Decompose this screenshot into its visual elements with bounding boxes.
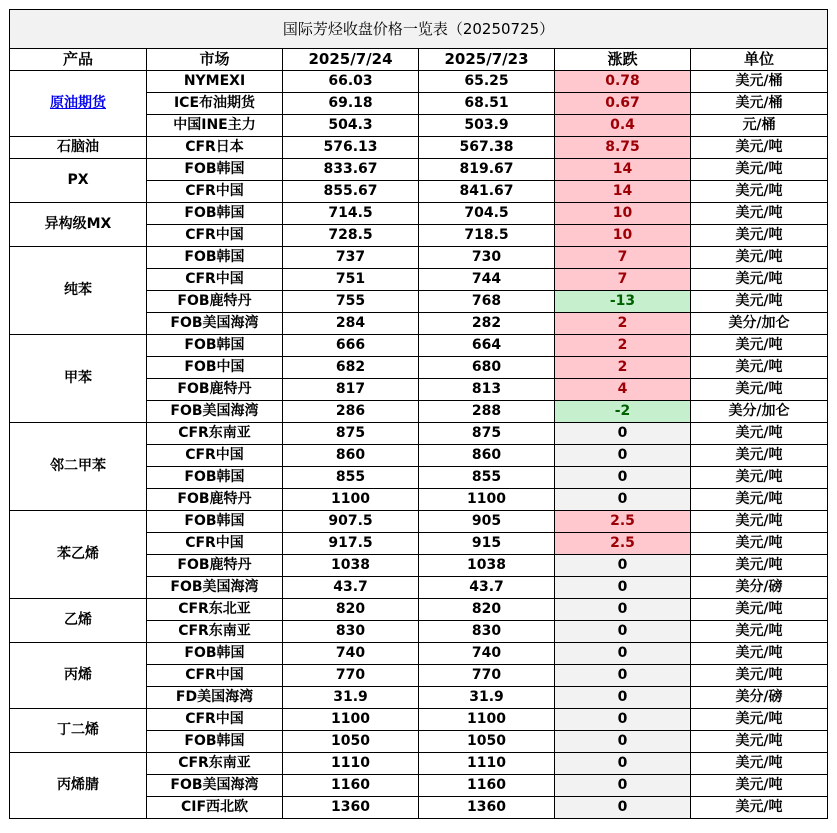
change-cell: 0 (555, 797, 691, 819)
price-date-1-cell: 1360 (283, 797, 419, 819)
header-date-2: 2025/7/23 (419, 49, 555, 71)
market-cell: CFR中国 (147, 225, 283, 247)
unit-cell: 美元/吨 (691, 665, 828, 687)
price-date-2-cell: 31.9 (419, 687, 555, 709)
product-cell: 异构级MX (10, 203, 147, 247)
price-date-2-cell: 664 (419, 335, 555, 357)
price-date-2-cell: 567.38 (419, 137, 555, 159)
product-cell: 乙烯 (10, 599, 147, 643)
price-date-1-cell: 907.5 (283, 511, 419, 533)
change-cell: 0 (555, 665, 691, 687)
table-row (10, 247, 828, 269)
unit-cell: 美元/吨 (691, 643, 828, 665)
unit-cell: 美分/加仑 (691, 401, 828, 423)
market-cell: CFR东南亚 (147, 753, 283, 775)
unit-cell: 美元/吨 (691, 247, 828, 269)
market-cell: CFR中国 (147, 181, 283, 203)
unit-cell: 美元/桶 (691, 93, 828, 115)
change-cell: 0 (555, 555, 691, 577)
unit-cell: 美元/吨 (691, 775, 828, 797)
change-cell: 2 (555, 335, 691, 357)
price-date-2-cell: 282 (419, 313, 555, 335)
table-row (10, 709, 828, 731)
market-cell: FOB韩国 (147, 247, 283, 269)
price-date-2-cell: 841.67 (419, 181, 555, 203)
header-market: 市场 (147, 49, 283, 71)
price-date-1-cell: 817 (283, 379, 419, 401)
price-date-2-cell: 1160 (419, 775, 555, 797)
change-cell: 0.67 (555, 93, 691, 115)
unit-cell: 美元/吨 (691, 797, 828, 819)
unit-cell: 美元/吨 (691, 599, 828, 621)
price-date-2-cell: 820 (419, 599, 555, 621)
market-cell: CFR东南亚 (147, 423, 283, 445)
price-date-1-cell: 1050 (283, 731, 419, 753)
market-cell: FOB韩国 (147, 159, 283, 181)
price-date-1-cell: 860 (283, 445, 419, 467)
market-cell: CFR中国 (147, 533, 283, 555)
change-cell: 0 (555, 775, 691, 797)
header-change: 涨跌 (555, 49, 691, 71)
market-cell: 中国INE主力 (147, 115, 283, 137)
price-date-1-cell: 43.7 (283, 577, 419, 599)
unit-cell: 美分/加仑 (691, 313, 828, 335)
price-date-1-cell: 1100 (283, 709, 419, 731)
change-cell: 2 (555, 357, 691, 379)
price-date-2-cell: 768 (419, 291, 555, 313)
change-cell: 10 (555, 225, 691, 247)
change-cell: -13 (555, 291, 691, 313)
price-date-1-cell: 740 (283, 643, 419, 665)
price-date-2-cell: 43.7 (419, 577, 555, 599)
unit-cell: 美元/吨 (691, 181, 828, 203)
unit-cell: 美元/吨 (691, 225, 828, 247)
market-cell: FOB韩国 (147, 731, 283, 753)
change-cell: 0.4 (555, 115, 691, 137)
price-date-2-cell: 1100 (419, 489, 555, 511)
market-cell: FOB鹿特丹 (147, 489, 283, 511)
change-cell: 7 (555, 269, 691, 291)
change-cell: 0 (555, 731, 691, 753)
market-cell: CFR中国 (147, 445, 283, 467)
price-date-2-cell: 1360 (419, 797, 555, 819)
table-row (10, 643, 828, 665)
table-row (10, 511, 828, 533)
price-date-2-cell: 288 (419, 401, 555, 423)
price-date-2-cell: 819.67 (419, 159, 555, 181)
product-cell: 甲苯 (10, 335, 147, 423)
price-date-1-cell: 31.9 (283, 687, 419, 709)
price-date-2-cell: 68.51 (419, 93, 555, 115)
change-cell: 0 (555, 709, 691, 731)
unit-cell: 美分/磅 (691, 577, 828, 599)
unit-cell: 美元/吨 (691, 511, 828, 533)
unit-cell: 美元/吨 (691, 291, 828, 313)
market-cell: FOB美国海湾 (147, 577, 283, 599)
price-date-2-cell: 503.9 (419, 115, 555, 137)
price-date-2-cell: 718.5 (419, 225, 555, 247)
price-date-1-cell: 666 (283, 335, 419, 357)
price-date-1-cell: 1110 (283, 753, 419, 775)
unit-cell: 美元/吨 (691, 489, 828, 511)
price-date-1-cell: 820 (283, 599, 419, 621)
price-date-1-cell: 830 (283, 621, 419, 643)
change-cell: 0 (555, 753, 691, 775)
price-date-1-cell: 917.5 (283, 533, 419, 555)
change-cell: 0 (555, 423, 691, 445)
price-date-2-cell: 1110 (419, 753, 555, 775)
table-row (10, 71, 828, 93)
header-product: 产品 (10, 49, 147, 71)
unit-cell: 元/桶 (691, 115, 828, 137)
table-row (10, 159, 828, 181)
market-cell: FOB鹿特丹 (147, 555, 283, 577)
price-date-1-cell: 855.67 (283, 181, 419, 203)
change-cell: -2 (555, 401, 691, 423)
price-date-2-cell: 65.25 (419, 71, 555, 93)
price-date-2-cell: 905 (419, 511, 555, 533)
header-date-1: 2025/7/24 (283, 49, 419, 71)
price-date-2-cell: 875 (419, 423, 555, 445)
market-cell: CFR中国 (147, 269, 283, 291)
market-cell: CFR中国 (147, 709, 283, 731)
table-title: 国际芳烃收盘价格一览表（20250725） (10, 10, 828, 49)
product-cell: PX (10, 159, 147, 203)
unit-cell: 美元/吨 (691, 555, 828, 577)
change-cell: 0 (555, 445, 691, 467)
change-cell: 2 (555, 313, 691, 335)
unit-cell: 美分/磅 (691, 687, 828, 709)
price-date-1-cell: 286 (283, 401, 419, 423)
market-cell: FD美国海湾 (147, 687, 283, 709)
change-cell: 2.5 (555, 533, 691, 555)
change-cell: 10 (555, 203, 691, 225)
price-date-1-cell: 284 (283, 313, 419, 335)
price-date-1-cell: 682 (283, 357, 419, 379)
product-cell[interactable] (10, 71, 147, 137)
unit-cell: 美元/吨 (691, 709, 828, 731)
price-date-2-cell: 704.5 (419, 203, 555, 225)
unit-cell: 美元/吨 (691, 159, 828, 181)
change-cell: 2.5 (555, 511, 691, 533)
market-cell: FOB韩国 (147, 335, 283, 357)
unit-cell: 美元/吨 (691, 423, 828, 445)
price-date-1-cell: 504.3 (283, 115, 419, 137)
unit-cell: 美元/吨 (691, 753, 828, 775)
market-cell: CFR中国 (147, 665, 283, 687)
price-date-1-cell: 875 (283, 423, 419, 445)
price-date-2-cell: 1100 (419, 709, 555, 731)
header-unit: 单位 (691, 49, 828, 71)
unit-cell: 美元/吨 (691, 335, 828, 357)
market-cell: CFR东北亚 (147, 599, 283, 621)
price-date-1-cell: 855 (283, 467, 419, 489)
unit-cell: 美元/吨 (691, 621, 828, 643)
price-date-1-cell: 1160 (283, 775, 419, 797)
product-cell: 苯乙烯 (10, 511, 147, 599)
price-date-1-cell: 66.03 (283, 71, 419, 93)
price-date-1-cell: 1038 (283, 555, 419, 577)
unit-cell: 美元/吨 (691, 357, 828, 379)
unit-cell: 美元/吨 (691, 533, 828, 555)
market-cell: FOB鹿特丹 (147, 379, 283, 401)
unit-cell: 美元/吨 (691, 445, 828, 467)
price-date-1-cell: 751 (283, 269, 419, 291)
change-cell: 0.78 (555, 71, 691, 93)
market-cell: FOB鹿特丹 (147, 291, 283, 313)
title-row (10, 10, 828, 49)
header-row (10, 49, 828, 71)
price-date-1-cell: 737 (283, 247, 419, 269)
market-cell: FOB美国海湾 (147, 313, 283, 335)
unit-cell: 美元/桶 (691, 71, 828, 93)
price-table-container (9, 9, 828, 819)
price-date-1-cell: 1100 (283, 489, 419, 511)
price-date-1-cell: 833.67 (283, 159, 419, 181)
table-row (10, 423, 828, 445)
price-date-1-cell: 770 (283, 665, 419, 687)
market-cell: FOB美国海湾 (147, 401, 283, 423)
change-cell: 0 (555, 687, 691, 709)
price-date-2-cell: 730 (419, 247, 555, 269)
product-cell: 丙烯腈 (10, 753, 147, 819)
table-row (10, 599, 828, 621)
market-cell: FOB韩国 (147, 467, 283, 489)
market-cell: NYMEXI (147, 71, 283, 93)
price-date-2-cell: 1050 (419, 731, 555, 753)
table-row (10, 137, 828, 159)
price-date-2-cell: 740 (419, 643, 555, 665)
price-date-2-cell: 813 (419, 379, 555, 401)
change-cell: 0 (555, 621, 691, 643)
change-cell: 8.75 (555, 137, 691, 159)
product-cell: 丁二烯 (10, 709, 147, 753)
price-date-2-cell: 830 (419, 621, 555, 643)
product-cell: 丙烯 (10, 643, 147, 709)
market-cell: CFR日本 (147, 137, 283, 159)
market-cell: CFR东南亚 (147, 621, 283, 643)
product-cell: 纯苯 (10, 247, 147, 335)
price-date-1-cell: 69.18 (283, 93, 419, 115)
table-row (10, 203, 828, 225)
product-cell: 邻二甲苯 (10, 423, 147, 511)
change-cell: 14 (555, 159, 691, 181)
price-date-2-cell: 770 (419, 665, 555, 687)
change-cell: 4 (555, 379, 691, 401)
change-cell: 0 (555, 467, 691, 489)
unit-cell: 美元/吨 (691, 731, 828, 753)
market-cell: FOB韩国 (147, 643, 283, 665)
change-cell: 14 (555, 181, 691, 203)
table-row (10, 753, 828, 775)
price-date-2-cell: 860 (419, 445, 555, 467)
change-cell: 0 (555, 643, 691, 665)
price-date-2-cell: 915 (419, 533, 555, 555)
table-row (10, 335, 828, 357)
price-date-2-cell: 680 (419, 357, 555, 379)
market-cell: CIF西北欧 (147, 797, 283, 819)
unit-cell: 美元/吨 (691, 203, 828, 225)
unit-cell: 美元/吨 (691, 467, 828, 489)
product-cell: 石脑油 (10, 137, 147, 159)
price-date-2-cell: 1038 (419, 555, 555, 577)
price-table (9, 9, 828, 819)
price-date-1-cell: 755 (283, 291, 419, 313)
price-date-1-cell: 714.5 (283, 203, 419, 225)
price-date-2-cell: 855 (419, 467, 555, 489)
change-cell: 0 (555, 489, 691, 511)
product-link[interactable]: 原油期货 (50, 95, 106, 111)
market-cell: ICE布油期货 (147, 93, 283, 115)
market-cell: FOB韩国 (147, 203, 283, 225)
change-cell: 0 (555, 577, 691, 599)
market-cell: FOB美国海湾 (147, 775, 283, 797)
market-cell: FOB韩国 (147, 511, 283, 533)
unit-cell: 美元/吨 (691, 269, 828, 291)
price-date-1-cell: 576.13 (283, 137, 419, 159)
unit-cell: 美元/吨 (691, 137, 828, 159)
market-cell: FOB中国 (147, 357, 283, 379)
price-date-2-cell: 744 (419, 269, 555, 291)
change-cell: 7 (555, 247, 691, 269)
change-cell: 0 (555, 599, 691, 621)
price-date-1-cell: 728.5 (283, 225, 419, 247)
unit-cell: 美元/吨 (691, 379, 828, 401)
